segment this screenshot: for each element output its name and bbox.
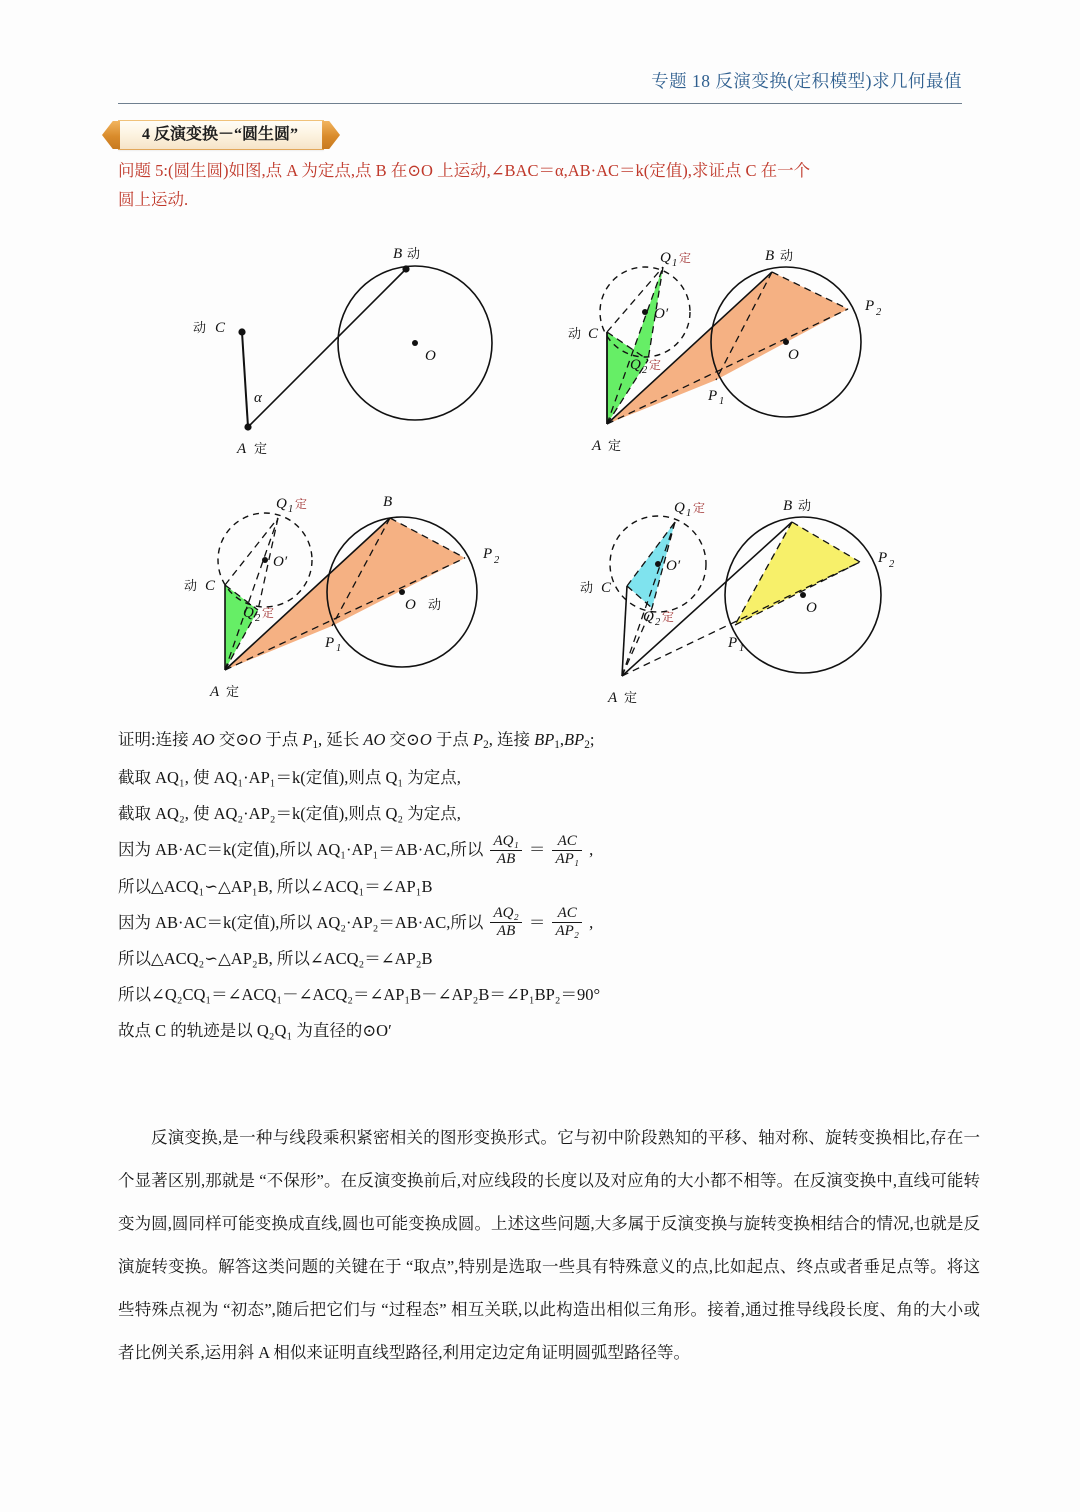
proof-line-2: 截取 AQ₁, 使 AQ₁·AP₁＝k(定值),则点 Q₁ 为定点, — [118, 768, 461, 787]
label-a-cn: 定 — [226, 684, 240, 699]
page-header — [118, 68, 962, 93]
proof-l1-f-sub: 1 — [312, 739, 319, 752]
label-o-cn: 动 — [428, 597, 442, 612]
problem-line-1: 问题 5:(圆生圆)如图,点 A 为定点,点 B 在⊙O 上运动,∠BAC＝α,AB·AC＝k(定值),求证点 C 在一个 — [118, 161, 811, 180]
proof-block — [118, 722, 978, 1049]
label-b-cn: 动 — [780, 248, 794, 263]
label-c-cn: 动 — [184, 578, 198, 593]
label-c-cn: 动 — [580, 580, 594, 595]
fraction-denominator: AB — [490, 922, 521, 940]
label-c: C — [215, 320, 226, 336]
proof-line-9: 故点 C 的轨迹是以 Q₂Q₁ 为直径的⊙O′ — [118, 1021, 392, 1041]
point-o-dot — [399, 589, 405, 595]
label-o: O — [425, 348, 436, 364]
fraction-numerator: AQ₂ — [493, 905, 519, 922]
point-o-dot — [800, 592, 806, 598]
proof-l1-i: 交⊙ — [385, 730, 420, 749]
label-q2-sub: 2 — [255, 613, 261, 624]
label-q1-sub: 1 — [288, 504, 294, 515]
proof-l1-k: 于点 — [431, 730, 474, 749]
label-b: B — [765, 248, 775, 264]
label-a: A — [592, 438, 602, 454]
fraction-denominator: AB — [490, 850, 521, 868]
point-o-prime-dot — [655, 561, 661, 567]
proof-l6-head: 因为 AB·AC＝k(定值),所以 AQ₂·AP₂＝AB·AC,所以 — [118, 912, 484, 932]
label-b: B — [783, 498, 793, 514]
label-p2-sub: 2 — [494, 555, 500, 566]
figure-1 — [180, 232, 520, 462]
label-o: O — [405, 597, 416, 613]
essay-paragraph: 反演变换,是一种与线段乘积紧密相关的图形变换形式。它与初中阶段熟知的平移、轴对称、旋转变换相比,存在一个显著区别,那就是 “不保形”。在反演变换前后,对应线段的长度以及对应角的大小都不相等。在反演变换中,直线可能转变为圆,圆同样可能变换成直线,圆也可能变换成圆。上述这些问题,大多属于反演变换与旋转变换相结合的情况,也就是反演旋转变换。解答这类问题的关键在于 “取点”,特别是选取一些具有特殊意义的点,比如起点、终点或者垂足点等。将这些特殊点视为 “初态”,随后把它们与 “过程态” 相互关联,以此构造出相似三角形。接着,通过推导线段长度、角的大小或者比例关系,运用斜 A 相似来证明直线型路径,利用定边定角证明圆弧型路径等。 — [118, 1128, 980, 1362]
label-q1-cn: 定 — [693, 501, 706, 515]
closing-essay — [118, 1116, 980, 1374]
proof-line-7: 所以△ACQ₂∽△AP₂B, 所以∠ACQ₂＝∠AP₂B — [118, 949, 433, 969]
page-header-title: 专题 18 反演变换(定积模型)求几何最值 — [651, 71, 962, 91]
segment-ab — [248, 269, 406, 427]
label-q2: Q — [243, 605, 254, 621]
label-c: C — [588, 326, 599, 342]
label-q1: Q — [674, 500, 685, 516]
label-a: A — [210, 684, 220, 700]
label-p2-sub: 2 — [889, 559, 895, 570]
fraction-ac-ap1 — [552, 833, 582, 868]
label-q1: Q — [276, 496, 287, 512]
proof-l1-g: , 延长 — [318, 730, 364, 749]
label-p1: P — [325, 635, 335, 651]
label-c-cn: 动 — [568, 326, 582, 341]
point-o-dot — [412, 340, 418, 346]
proof-line-1 — [118, 722, 978, 760]
label-q1-cn: 定 — [295, 497, 308, 511]
proof-l1-l: P — [473, 730, 484, 749]
section-banner — [118, 120, 324, 148]
label-c: C — [601, 580, 612, 596]
fraction-numerator: AC — [557, 832, 577, 849]
label-q2: Q — [630, 357, 641, 373]
proof-l1-m: , 连接 — [488, 730, 535, 749]
label-p1-sub: 1 — [739, 643, 745, 654]
label-o: O — [806, 600, 817, 616]
label-b: B — [383, 494, 393, 510]
figure-4 — [570, 480, 960, 710]
fraction-numerator: AC — [557, 905, 577, 922]
label-a: A — [608, 690, 618, 706]
proof-l1-d: O — [249, 730, 262, 749]
proof-l1-j: O — [419, 730, 432, 749]
proof-l1-a: 证明:连接 — [118, 730, 193, 749]
label-c-cn: 动 — [193, 320, 207, 335]
problem-line-2: 圆上运动. — [118, 190, 189, 209]
label-o-prime: O′ — [666, 558, 681, 574]
fraction-aq2-ab — [490, 905, 521, 940]
label-a-cn: 定 — [608, 438, 622, 453]
proof-l1-e: 于点 — [261, 730, 303, 749]
label-b-cn: 动 — [798, 498, 812, 513]
proof-l1-o: , — [559, 730, 565, 749]
label-q2-sub: 2 — [642, 365, 648, 376]
label-q2-cn: 定 — [262, 606, 275, 620]
label-a-cn: 定 — [624, 690, 638, 705]
proof-line-3: 截取 AQ₂, 使 AQ₂·AP₂＝k(定值),则点 Q₂ 为定点, — [118, 804, 461, 823]
point-b-dot — [402, 265, 409, 272]
proof-l1-p-sub: 2 — [584, 739, 590, 752]
label-p2: P — [483, 546, 493, 562]
proof-l6-tail: , — [589, 912, 594, 932]
label-b: B — [393, 246, 403, 262]
problem-statement — [118, 156, 968, 214]
label-p1-sub: 1 — [719, 396, 725, 407]
figure-2 — [560, 232, 960, 462]
proof-line-5: 所以△ACQ₁∽△AP₁B, 所以∠ACQ₁＝∠AP₁B — [118, 876, 433, 896]
label-p2-sub: 2 — [876, 307, 882, 318]
segment-ac — [242, 332, 248, 427]
proof-line-6 — [118, 905, 978, 942]
proof-l1-b: AO — [192, 730, 215, 749]
label-a-cn: 定 — [254, 441, 268, 456]
fraction-denominator: AP₁ — [552, 850, 582, 868]
label-q1-cn: 定 — [679, 251, 692, 265]
label-p1: P — [728, 635, 738, 651]
fraction-aq1-ab — [490, 833, 521, 868]
proof-line-4 — [118, 832, 978, 869]
fraction-denominator: AP₂ — [552, 922, 582, 940]
proof-l1-c: 交⊙ — [214, 730, 250, 749]
proof-l1-n-sub: 1 — [554, 739, 560, 752]
label-p1: P — [708, 388, 718, 404]
proof-l4-head: 因为 AB·AC＝k(定值),所以 AQ₁·AP₁＝AB·AC,所以 — [118, 840, 484, 859]
fraction-ac-ap2 — [552, 905, 582, 940]
label-p2: P — [865, 298, 875, 314]
proof-l1-l-sub: 2 — [483, 739, 489, 752]
label-p1-sub: 1 — [336, 643, 342, 654]
label-o: O — [788, 347, 799, 363]
proof-l1-p: BP — [564, 730, 585, 749]
proof-l1-f: P — [302, 730, 313, 749]
label-c: C — [205, 578, 216, 594]
proof-l4-eq: ＝ — [528, 840, 546, 859]
header-divider — [118, 103, 962, 104]
label-a: A — [237, 441, 247, 457]
label-o-prime: O′ — [273, 554, 288, 570]
segment-c-q1 — [225, 518, 278, 585]
label-b-cn: 动 — [407, 246, 421, 261]
proof-line-8: 所以∠Q₂CQ₁＝∠ACQ₁－∠ACQ₂＝∠AP₁B－∠AP₂B＝∠P₁BP₂＝90° — [118, 985, 601, 1005]
proof-l1-q: ; — [589, 730, 595, 749]
proof-l1-h: AO — [363, 730, 386, 749]
proof-l6-eq: ＝ — [528, 912, 546, 932]
label-alpha: α — [254, 390, 262, 406]
label-p2: P — [878, 550, 888, 566]
point-c-dot — [238, 328, 245, 335]
figure-panel — [0, 222, 1080, 712]
label-q1-sub: 1 — [686, 508, 692, 519]
label-q1: Q — [660, 250, 671, 266]
label-q2-sub: 2 — [655, 617, 661, 628]
section-banner-label: 4 反演变换－“圆生圆” — [118, 120, 324, 150]
label-q1-sub: 1 — [672, 258, 678, 269]
label-q2-cn: 定 — [662, 610, 675, 624]
proof-l1-n: BP — [534, 730, 555, 749]
yellow-region — [735, 522, 860, 625]
point-a-dot — [244, 423, 251, 430]
label-q2-cn: 定 — [649, 358, 662, 372]
proof-l4-tail: , — [589, 840, 594, 859]
label-o-prime: O′ — [654, 306, 669, 322]
figure-3 — [180, 480, 540, 710]
label-q2: Q — [643, 609, 654, 625]
fraction-numerator: AQ₁ — [493, 832, 519, 849]
